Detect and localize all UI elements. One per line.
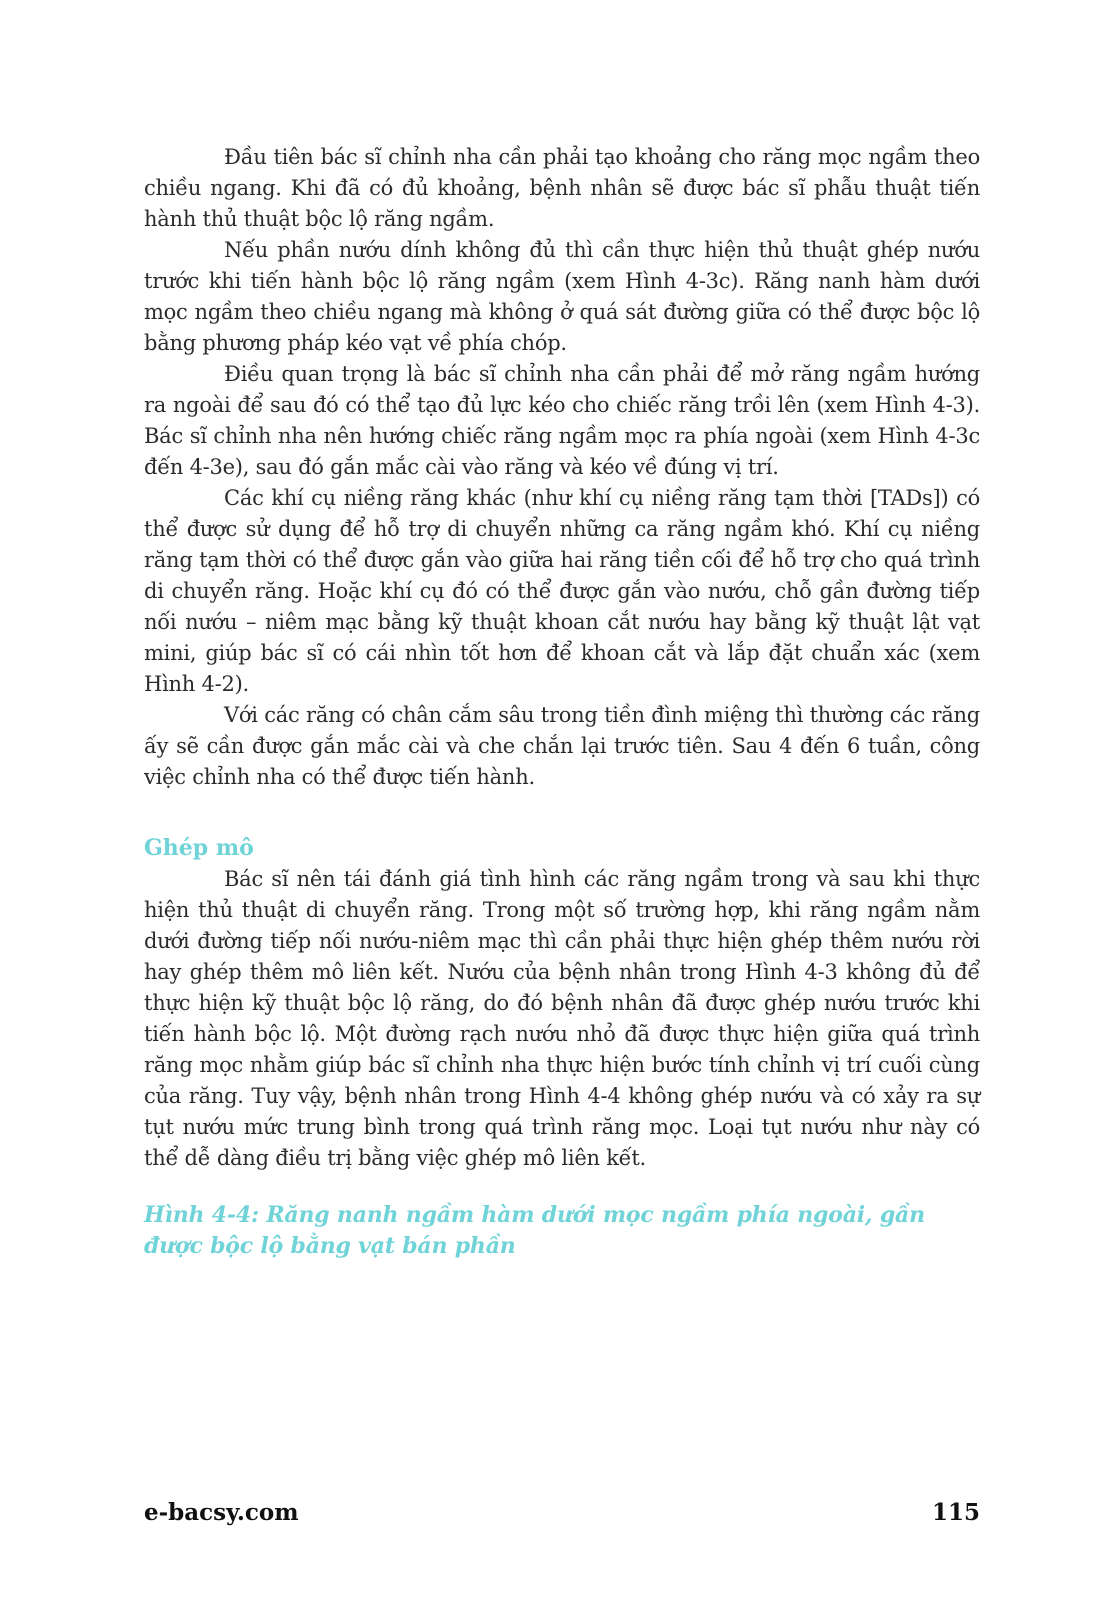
footer-site: e-bacsy.com [144,1499,299,1526]
paragraph-4: Các khí cụ niềng răng khác (như khí cụ niềng răng tạm thời [TADs]) có thể được sử dụng để hỗ trợ di chuyển những ca răng ngầm khó. Khí cụ niềng răng tạm thời có thể được gắn vào giữa hai răng tiền cối để hỗ trợ cho quá trình di chuyển răng. Hoặc khí cụ đó có thể được gắn vào nướu, chỗ gần đường tiếp nối nướu – niêm mạc bằng kỹ thuật khoan cắt nướu hay bằng kỹ thuật lật vạt mini, giúp bác sĩ có cái nhìn tốt hơn để khoan cắt và lắp đặt chuẩn xác (xem Hình 4-2). [144,486,980,696]
footer-page-number: 115 [931,1499,980,1526]
paragraph-2: Nếu phần nướu dính không đủ thì cần thực hiện thủ thuật ghép nướu trước khi tiến hành bộc lộ răng ngầm (xem Hình 4-3c). Răng nanh hàm dưới mọc ngầm theo chiều ngang mà không ở quá sát đường giữa có thể được bộc lộ bằng phương pháp kéo vạt về phía chóp. [144,238,980,355]
section-heading: Ghép mô [144,835,254,861]
page-body [144,142,980,1262]
paragraph-5: Với các răng có chân cắm sâu trong tiền đình miệng thì thường các răng ấy sẽ cần được gắn mắc cài và che chắn lại trước tiên. Sau 4 đến 6 tuần, công việc chỉnh nha có thể được tiến hành. [144,703,980,789]
paragraph-1: Đầu tiên bác sĩ chỉnh nha cần phải tạo khoảng cho răng mọc ngầm theo chiều ngang. Khi đã có đủ khoảng, bệnh nhân sẽ được bác sĩ phẫu thuật tiến hành thủ thuật bộc lộ răng ngầm. [144,145,980,231]
section-paragraph: Bác sĩ nên tái đánh giá tình hình các răng ngầm trong và sau khi thực hiện thủ thuật di chuyển răng. Trong một số trường hợp, khi răng ngầm nằm dưới đường tiếp nối nướu-niêm mạc thì cần phải thực hiện ghép thêm nướu rời hay ghép thêm mô liên kết. Nướu của bệnh nhân trong Hình 4-3 không đủ để thực hiện kỹ thuật bộc lộ răng, do đó bệnh nhân đã được ghép nướu trước khi tiến hành bộc lộ. Một đường rạch nướu nhỏ đã được thực hiện giữa quá trình răng mọc nhằm giúp bác sĩ chỉnh nha thực hiện bước tính chỉnh vị trí cuối cùng của răng. Tuy vậy, bệnh nhân trong Hình 4-4 không ghép nướu và có xảy ra sự tụt nướu mức trung bình trong quá trình răng mọc. Loại tụt nướu như này có thể dễ dàng điều trị bằng việc ghép mô liên kết. [144,867,980,1170]
figure-caption: Hình 4-4: Răng nanh ngầm hàm dưới mọc ngầm phía ngoài, gần được bộc lộ bằng vạt bán phần [144,1202,925,1259]
paragraph-3: Điều quan trọng là bác sĩ chỉnh nha cần phải để mở răng ngầm hướng ra ngoài để sau đó có thể tạo đủ lực kéo cho chiếc răng trồi lên (xem Hình 4-3). Bác sĩ chỉnh nha nên hướng chiếc răng ngầm mọc ra phía ngoài (xem Hình 4-3c đến 4-3e), sau đó gắn mắc cài vào răng và kéo về đúng vị trí. [144,362,980,479]
